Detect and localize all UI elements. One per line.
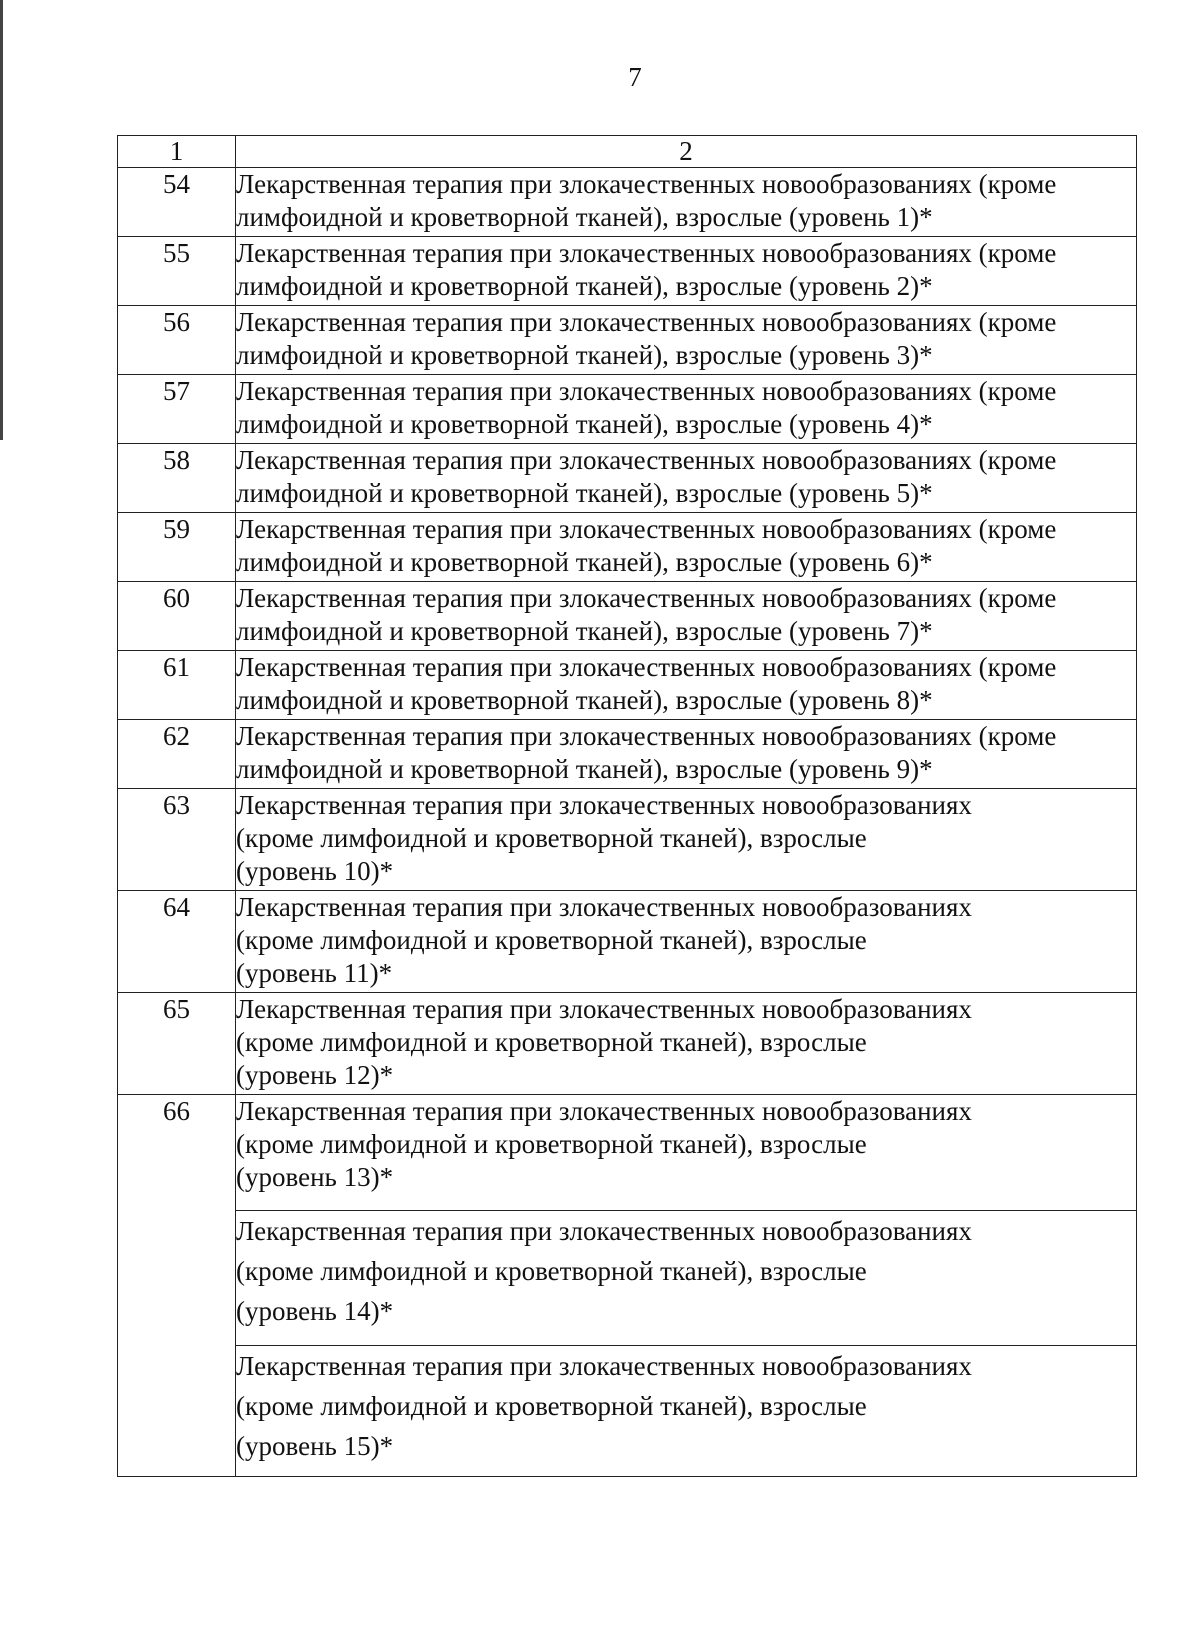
- row-number: 60: [118, 582, 236, 651]
- table-row: [118, 1211, 1137, 1346]
- row-text-line: Лекарственная терапия при злокачественных новообразованиях: [236, 1216, 972, 1246]
- row-number: 55: [118, 237, 236, 306]
- row-text: Лекарственная терапия при злокачественных новообразованиях (кроме лимфоидной и кроветворной тканей), взрослые (уровень 7)*: [236, 582, 1137, 651]
- table-row: [118, 720, 1137, 789]
- table-row: [118, 891, 1137, 993]
- row-text: Лекарственная терапия при злокачественных новообразованиях (кроме лимфоидной и кроветворной тканей), взрослые (уровень 1)*: [236, 168, 1137, 237]
- table-row: [118, 237, 1137, 306]
- row-text: [236, 891, 1137, 993]
- page-number: 7: [628, 62, 642, 92]
- row-text-line: (кроме лимфоидной и кроветворной тканей), взрослые: [236, 1129, 867, 1159]
- row-text-line: Лекарственная терапия при злокачественных новообразованиях: [236, 1096, 972, 1126]
- row-text-line: Лекарственная терапия при злокачественных новообразованиях: [236, 994, 972, 1024]
- header-col-1: 1: [118, 136, 236, 168]
- row-number: 62: [118, 720, 236, 789]
- table-row: [118, 1346, 1137, 1477]
- table-row: [118, 582, 1137, 651]
- table-row: [118, 1095, 1137, 1211]
- table-row: [118, 306, 1137, 375]
- row-text-line: Лекарственная терапия при злокачественных новообразованиях: [236, 892, 972, 922]
- row-text: [236, 789, 1137, 891]
- row-number: 66: [118, 1095, 236, 1477]
- row-text: Лекарственная терапия при злокачественных новообразованиях (кроме лимфоидной и кроветворной тканей), взрослые (уровень 3)*: [236, 306, 1137, 375]
- row-text-line: (уровень 14)*: [236, 1296, 394, 1326]
- table-row: [118, 651, 1137, 720]
- row-number: 59: [118, 513, 236, 582]
- row-number: 57: [118, 375, 236, 444]
- row-text-line: Лекарственная терапия при злокачественных новообразованиях: [236, 1351, 972, 1381]
- table-row: [118, 444, 1137, 513]
- row-number: 64: [118, 891, 236, 993]
- row-text: Лекарственная терапия при злокачественных новообразованиях (кроме лимфоидной и кроветворной тканей), взрослые (уровень 4)*: [236, 375, 1137, 444]
- row-text: Лекарственная терапия при злокачественных новообразованиях (кроме лимфоидной и кроветворной тканей), взрослые (уровень 6)*: [236, 513, 1137, 582]
- row-text: [236, 993, 1137, 1095]
- row-number: 65: [118, 993, 236, 1095]
- row-number: 63: [118, 789, 236, 891]
- row-text: Лекарственная терапия при злокачественных новообразованиях (кроме лимфоидной и кроветворной тканей), взрослые (уровень 8)*: [236, 651, 1137, 720]
- row-text-line: (кроме лимфоидной и кроветворной тканей), взрослые: [236, 823, 867, 853]
- row-number: 58: [118, 444, 236, 513]
- row-text: [236, 1095, 1137, 1211]
- table-header-row: [118, 136, 1137, 168]
- row-text-line: (кроме лимфоидной и кроветворной тканей), взрослые: [236, 1391, 867, 1421]
- row-text-line: (уровень 13)*: [236, 1162, 394, 1192]
- row-text: [236, 1211, 1137, 1346]
- table-row: [118, 513, 1137, 582]
- row-number: 56: [118, 306, 236, 375]
- row-text-line: (кроме лимфоидной и кроветворной тканей), взрослые: [236, 925, 867, 955]
- row-text: Лекарственная терапия при злокачественных новообразованиях (кроме лимфоидной и кроветворной тканей), взрослые (уровень 9)*: [236, 720, 1137, 789]
- row-text-line: (кроме лимфоидной и кроветворной тканей), взрослые: [236, 1256, 867, 1286]
- table-row: [118, 168, 1137, 237]
- row-number: 54: [118, 168, 236, 237]
- header-col-2: 2: [236, 136, 1137, 168]
- table-row: [118, 375, 1137, 444]
- row-text: [236, 1346, 1137, 1477]
- row-text: Лекарственная терапия при злокачественных новообразованиях (кроме лимфоидной и кроветворной тканей), взрослые (уровень 2)*: [236, 237, 1137, 306]
- row-text-line: Лекарственная терапия при злокачественных новообразованиях: [236, 790, 972, 820]
- row-number: 61: [118, 651, 236, 720]
- row-text-line: (уровень 15)*: [236, 1431, 394, 1461]
- table-row: [118, 993, 1137, 1095]
- table-row: [118, 789, 1137, 891]
- row-text: Лекарственная терапия при злокачественных новообразованиях (кроме лимфоидной и кроветворной тканей), взрослые (уровень 5)*: [236, 444, 1137, 513]
- row-text-line: (кроме лимфоидной и кроветворной тканей), взрослые: [236, 1027, 867, 1057]
- tariff-table: [117, 135, 1137, 1477]
- row-text-line: (уровень 10)*: [236, 856, 394, 886]
- row-text-line: (уровень 11)*: [236, 958, 393, 988]
- row-text-line: (уровень 12)*: [236, 1060, 394, 1090]
